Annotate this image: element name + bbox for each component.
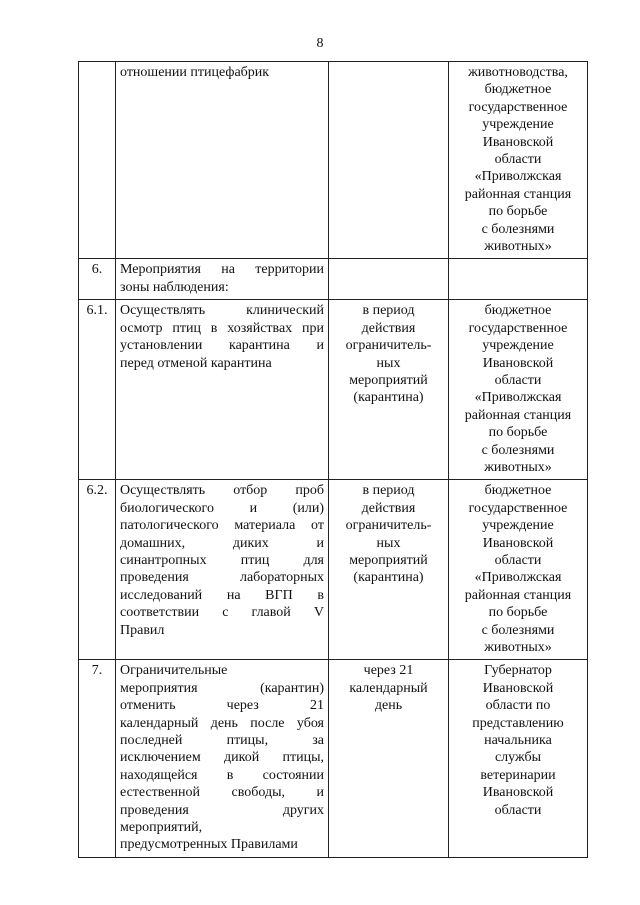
responsible-line: Ивановской (482, 134, 554, 150)
item-number: 7. (79, 660, 116, 857)
term-line: (карантина) (353, 570, 424, 586)
action-line: исследований на ВГП в (120, 587, 324, 603)
item-number: 6.2. (79, 480, 116, 660)
term-cell (329, 480, 449, 660)
action-line: последней птицы, за (120, 733, 324, 749)
term-line: в период (362, 303, 415, 319)
responsible-line: Губернатор (484, 663, 552, 679)
responsible-line: службы (494, 750, 542, 766)
responsible-line: учреждение (482, 117, 554, 133)
action-line: Мероприятия на территории (120, 262, 324, 278)
action-line: синантропных птиц для (120, 552, 324, 568)
responsible-line: по борьбе (488, 425, 548, 441)
responsible-line: государственное (468, 320, 568, 336)
action-cell (116, 259, 329, 300)
responsible-line: начальника (484, 733, 552, 749)
responsible-line: по борьбе (488, 605, 548, 621)
action-line: находящейся в состоянии (120, 767, 324, 783)
action-line: Ограничительные (120, 663, 228, 679)
term-line: через 21 (363, 663, 414, 679)
term-line: в период (362, 483, 415, 499)
action-line: мероприятий, (120, 820, 203, 836)
responsible-cell (449, 480, 588, 660)
responsible-line: животных» (484, 459, 552, 475)
term-line: ограничитель- (345, 338, 432, 354)
responsible-line: Ивановской (482, 355, 554, 371)
action-line: исключением дикой птицы, (120, 750, 324, 766)
table-row (79, 259, 588, 300)
action-line: Правил (120, 622, 165, 638)
responsible-line: Ивановской (482, 680, 554, 696)
responsible-cell (449, 259, 588, 300)
responsible-line: области по (485, 698, 551, 714)
responsible-line: бюджетное (484, 303, 552, 319)
action-line: патологического материала от (120, 518, 324, 534)
action-line: мероприятия (карантин) (120, 680, 324, 696)
term-line: календарный (349, 680, 428, 696)
action-line: домашних, диких и (120, 535, 324, 551)
responsible-line: животных» (484, 239, 552, 255)
responsible-line: районная станция (464, 407, 572, 423)
responsible-cell (449, 300, 588, 480)
action-cell (116, 660, 329, 857)
responsible-line: с болезнями (481, 221, 555, 237)
responsible-line: учреждение (482, 338, 554, 354)
action-line: биологического и (или) (120, 500, 324, 516)
responsible-line: животных» (484, 640, 552, 655)
action-line: отменить через 21 (120, 698, 324, 714)
term-line: ных (376, 535, 401, 551)
action-line: проведения лабораторных (120, 570, 324, 586)
term-line: (карантина) (353, 390, 424, 406)
responsible-line: с болезнями (481, 442, 555, 458)
action-line: осмотр птиц в хозяйствах при (120, 320, 324, 336)
action-line: предусмотренных Правилами (120, 837, 298, 853)
term-cell (329, 259, 449, 300)
action-line: календарный день после убоя (120, 715, 324, 731)
responsible-line: государственное (468, 500, 568, 516)
table-row (79, 660, 588, 857)
responsible-line: бюджетное (484, 82, 552, 98)
item-number: 6.1. (79, 300, 116, 480)
responsible-cell (449, 62, 588, 259)
responsible-line: ветеринарии (480, 767, 556, 783)
term-line: ограничитель- (345, 518, 432, 534)
responsible-line: области (494, 802, 542, 818)
term-cell (329, 300, 449, 480)
responsible-line: учреждение (482, 518, 554, 534)
responsible-line: бюджетное (484, 483, 552, 499)
action-line: Осуществлять отбор проб (120, 483, 324, 499)
action-line: естественной свободы, и (120, 785, 324, 801)
responsible-line: с болезнями (481, 622, 555, 638)
table-body (79, 62, 588, 858)
responsible-line: Ивановской (482, 535, 554, 551)
responsible-line: государственное (468, 99, 568, 115)
table-row (79, 300, 588, 480)
action-line: соответствии с главой V (120, 605, 324, 621)
item-number (79, 62, 116, 259)
term-line: действия (361, 320, 416, 336)
responsible-line: районная станция (464, 186, 572, 202)
term-line: день (374, 698, 403, 714)
term-cell (329, 660, 449, 857)
responsible-line: по борьбе (488, 204, 548, 220)
action-line: отношении птицефабрик (120, 65, 270, 80)
action-line: установлении карантина и (120, 338, 324, 354)
action-line: перед отменой карантина (120, 355, 272, 371)
action-cell (116, 62, 329, 259)
term-line: мероприятий (349, 372, 428, 388)
term-line: мероприятий (349, 552, 428, 568)
term-cell (329, 62, 449, 259)
responsible-line: «Приволжская (474, 169, 562, 185)
action-line: зоны наблюдения: (120, 279, 229, 295)
responsible-line: «Приволжская (474, 390, 562, 406)
action-cell (116, 300, 329, 480)
item-number: 6. (79, 259, 116, 300)
responsible-line: области (494, 552, 542, 568)
responsible-line: районная станция (464, 587, 572, 603)
page-number: 8 (316, 36, 324, 51)
table-row (79, 480, 588, 660)
responsible-line: животноводства, (468, 65, 568, 80)
measures-table (78, 61, 588, 858)
responsible-line: Ивановской (482, 785, 554, 801)
action-line: Осуществлять клинический (120, 303, 324, 319)
responsible-line: области (494, 372, 542, 388)
term-line: действия (361, 500, 416, 516)
responsible-line: «Приволжская (474, 570, 562, 586)
action-cell (116, 480, 329, 660)
responsible-line: представлению (472, 715, 564, 731)
term-line: ных (376, 355, 401, 371)
responsible-line: области (494, 152, 542, 168)
action-line: проведения других (120, 802, 324, 818)
responsible-cell (449, 660, 588, 857)
table-row (79, 62, 588, 259)
